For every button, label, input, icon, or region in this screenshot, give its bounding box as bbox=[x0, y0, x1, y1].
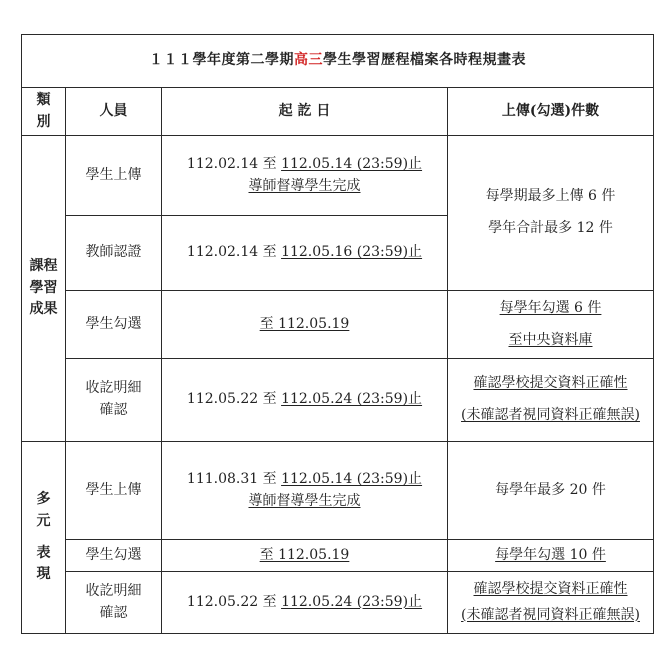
title-prefix: １１１學年度第二學期 bbox=[149, 52, 294, 69]
title-highlight: 高三 bbox=[294, 52, 323, 69]
diverse-confirm-dates: 112.05.22 至 112.05.24 (23:59)止 bbox=[162, 572, 448, 634]
header-person: 人員 bbox=[66, 88, 162, 136]
diverse-confirm-count bbox=[448, 572, 654, 634]
header-row bbox=[22, 88, 654, 136]
diverse-select-dates bbox=[162, 540, 448, 572]
header-dates: 起 訖 日 bbox=[162, 88, 448, 136]
table-row bbox=[22, 359, 654, 442]
course-verify-person: 教師認證 bbox=[66, 216, 162, 291]
table-row bbox=[22, 442, 654, 540]
header-category-line1: 類 bbox=[36, 91, 51, 108]
course-verify-dates: 112.02.14 至 112.05.16 (23:59)止 bbox=[162, 216, 448, 291]
course-select-count-line1: 每學年勾選 6 件 bbox=[499, 299, 602, 316]
course-select-person: 學生勾選 bbox=[66, 291, 162, 359]
course-confirm-dates: 112.05.22 至 112.05.24 (23:59)止 bbox=[162, 359, 448, 442]
title-row bbox=[22, 35, 654, 88]
diverse-upload-note: 導師督導學生完成 bbox=[248, 492, 361, 509]
course-select-count bbox=[448, 291, 654, 359]
diverse-upload-end: 112.05.14 (23:59)止 bbox=[281, 470, 423, 487]
table-title bbox=[22, 35, 654, 88]
course-upload-dates: 112.02.14 至 112.05.14 (23:59)止 導師督導學生完成 bbox=[162, 136, 448, 216]
course-upload-count-line2: 學年合計最多 12 件 bbox=[488, 220, 613, 236]
diverse-select-person: 學生勾選 bbox=[66, 540, 162, 572]
course-upload-count-line1: 每學期最多上傳 6 件 bbox=[485, 188, 616, 205]
category-course-line3: 成果 bbox=[29, 301, 58, 318]
title-suffix: 學生學習歷程檔案各時程規畫表 bbox=[323, 52, 526, 69]
course-upload-note: 導師督導學生完成 bbox=[248, 177, 361, 194]
category-course-line1: 課程 bbox=[29, 257, 58, 274]
table-row bbox=[22, 291, 654, 359]
course-verify-end: 112.05.16 (23:59)止 bbox=[281, 244, 423, 261]
course-confirm-count-line2: (未確認者視同資料正確無誤) bbox=[461, 407, 640, 423]
course-confirm-count-line1: 確認學校提交資料正確性 bbox=[473, 375, 628, 392]
course-select-count-line2: 至中央資料庫 bbox=[508, 331, 593, 348]
diverse-upload-person: 學生上傳 bbox=[66, 442, 162, 540]
course-select-dates bbox=[162, 291, 448, 359]
course-confirm-end: 112.05.24 (23:59)止 bbox=[281, 391, 423, 408]
diverse-select-count bbox=[448, 540, 654, 572]
course-upload-count bbox=[448, 136, 654, 291]
table-row bbox=[22, 540, 654, 572]
header-category bbox=[22, 88, 66, 136]
diverse-upload-dates: 111.08.31 至 112.05.14 (23:59)止 導師督導學生完成 bbox=[162, 442, 448, 540]
course-upload-person: 學生上傳 bbox=[66, 136, 162, 216]
course-confirm-person: 收訖明細 確認 bbox=[66, 359, 162, 442]
course-confirm-count bbox=[448, 359, 654, 442]
course-select-date: 至 112.05.19 bbox=[259, 315, 350, 332]
category-course bbox=[22, 136, 66, 442]
table-row bbox=[22, 572, 654, 634]
category-course-line2: 學習 bbox=[29, 279, 58, 296]
header-category-line2: 別 bbox=[36, 113, 51, 130]
course-upload-end: 112.05.14 (23:59)止 bbox=[281, 155, 423, 172]
table-row bbox=[22, 136, 654, 216]
category-diverse: 多 元 表 現 bbox=[22, 442, 66, 634]
diverse-select-date: 至 112.05.19 bbox=[259, 546, 350, 563]
diverse-upload-count: 每學年最多 20 件 bbox=[448, 442, 654, 540]
diverse-select-count-text: 每學年勾選 10 件 bbox=[495, 546, 606, 563]
diverse-confirm-count-line1: 確認學校提交資料正確性 bbox=[473, 580, 628, 597]
diverse-confirm-count-line2: (未確認者視同資料正確無誤) bbox=[461, 606, 640, 623]
header-count: 上傳(勾選)件數 bbox=[448, 88, 654, 136]
diverse-confirm-end: 112.05.24 (23:59)止 bbox=[281, 593, 423, 610]
schedule-table bbox=[21, 34, 654, 634]
diverse-confirm-person: 收訖明細 確認 bbox=[66, 572, 162, 634]
